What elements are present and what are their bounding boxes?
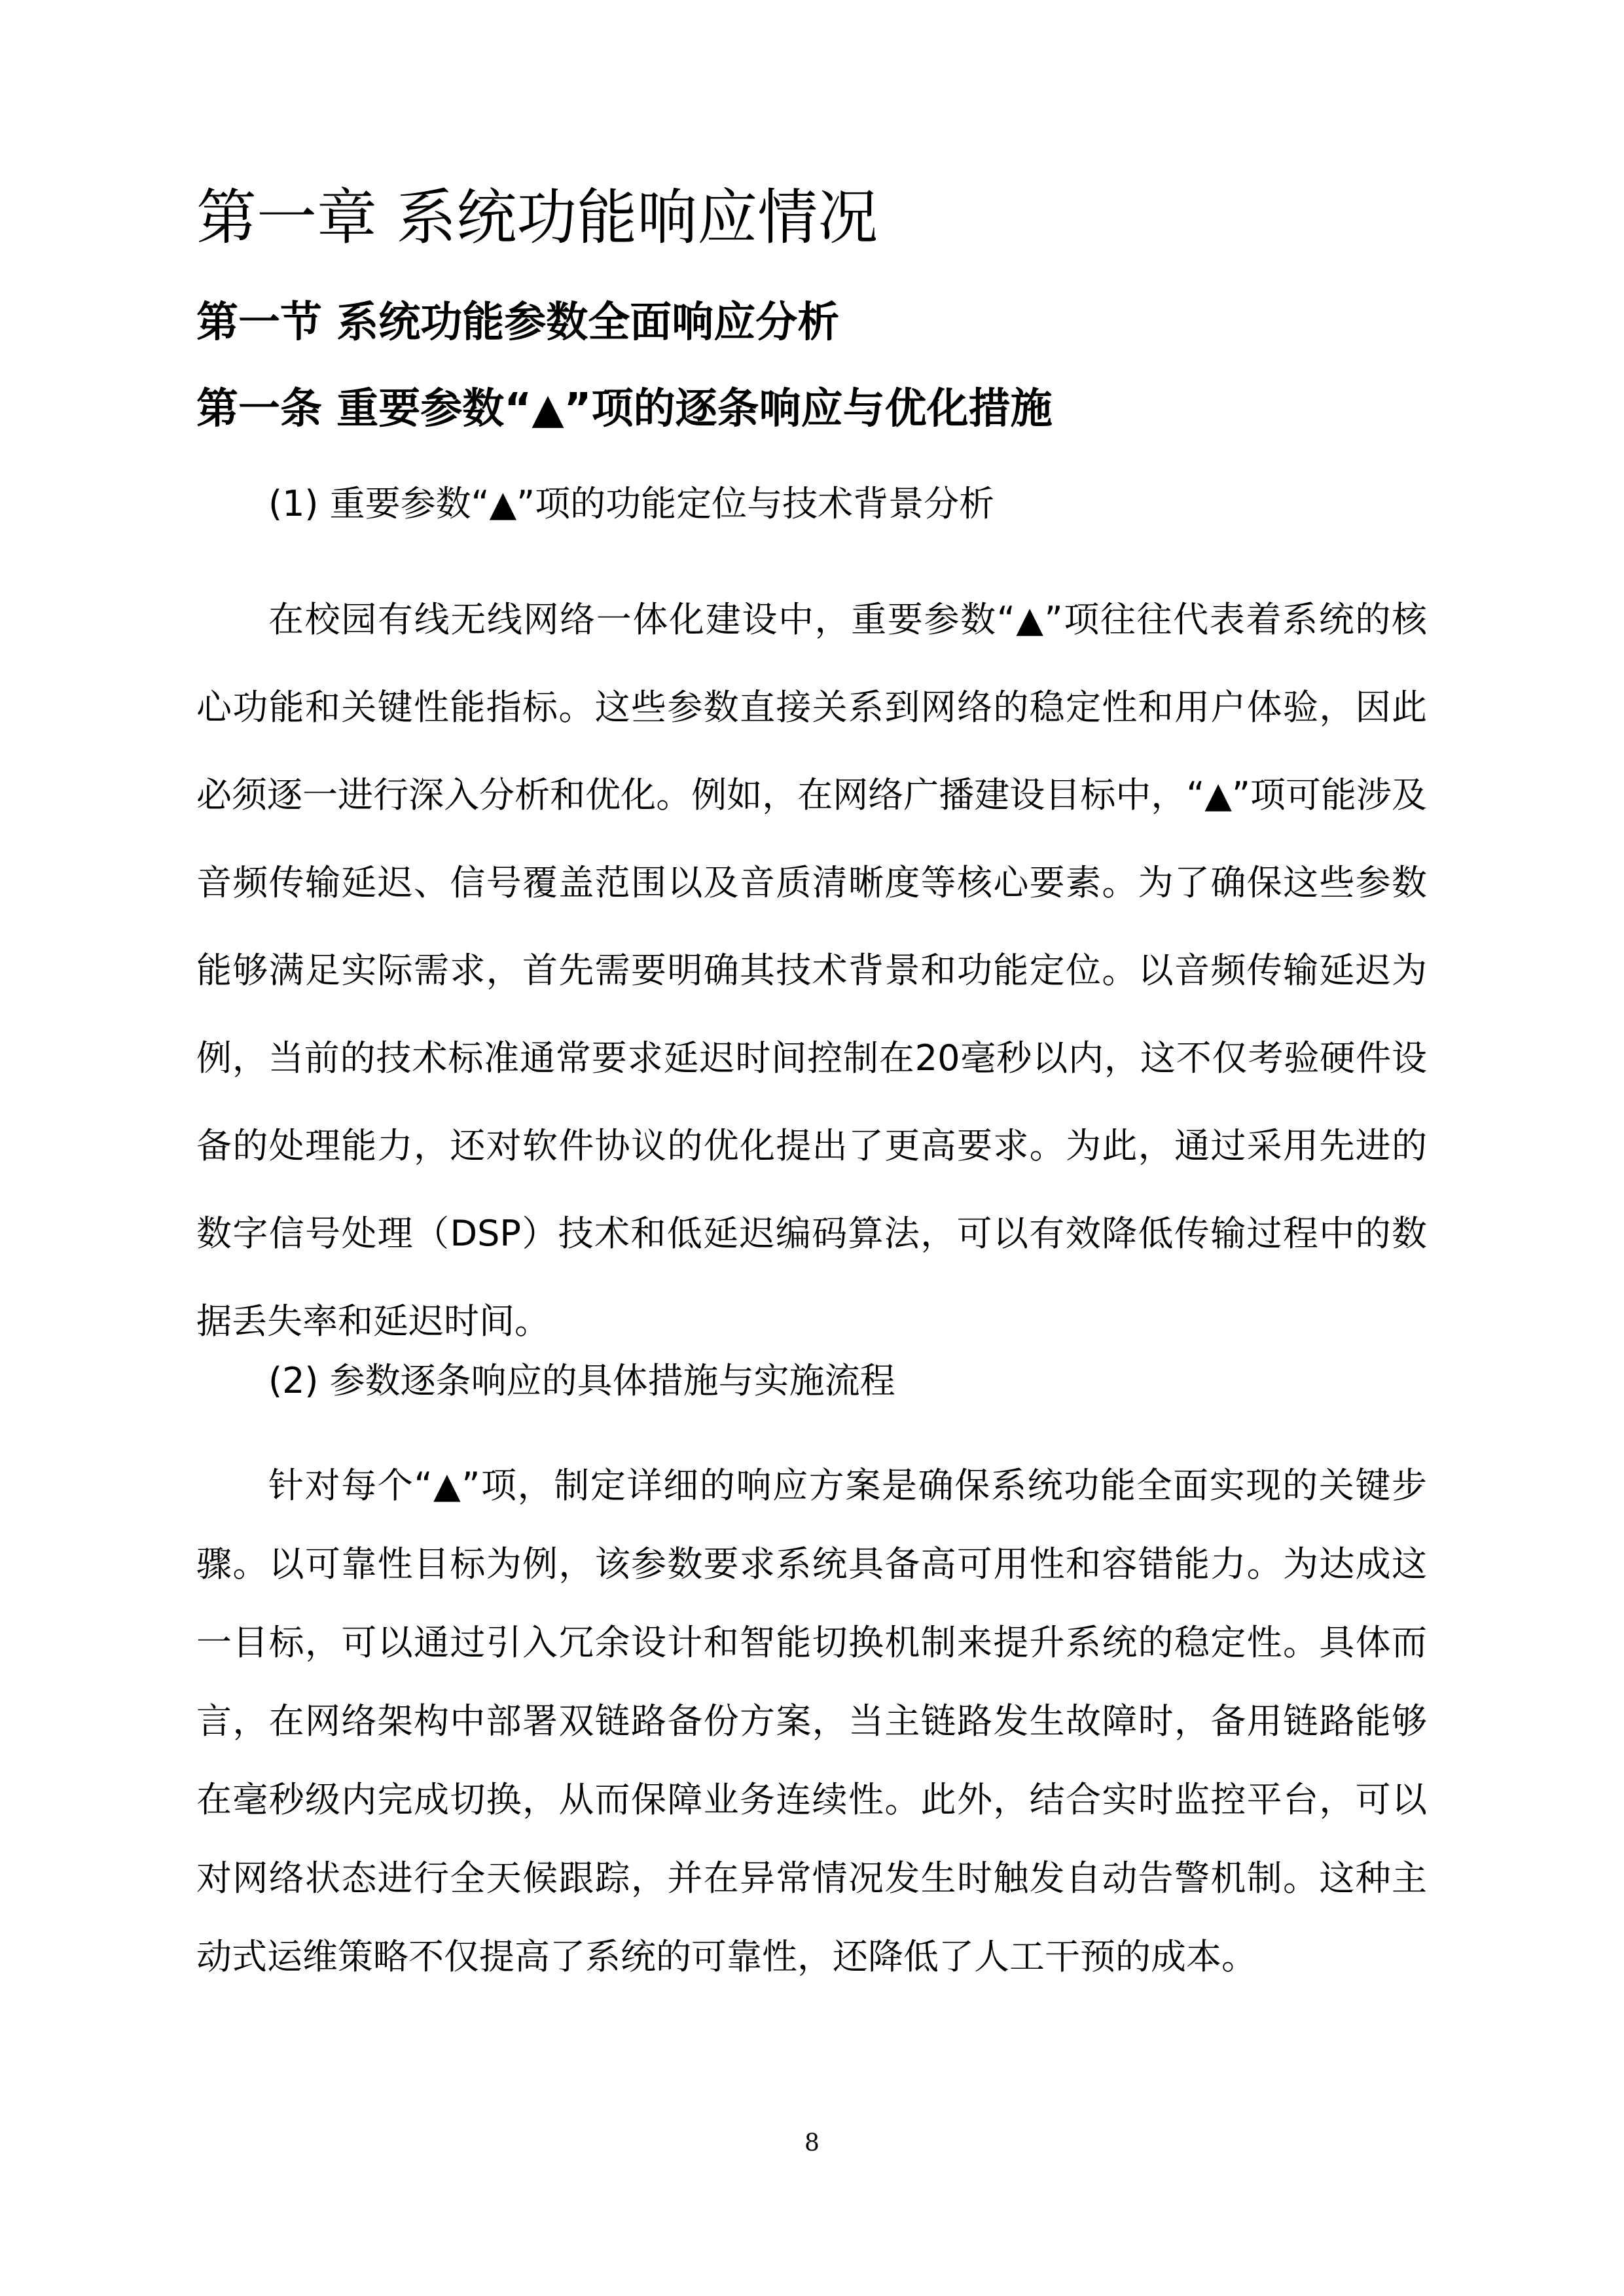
sub-heading-2: (2) 参数逐条响应的具体措施与实施流程: [268, 1360, 895, 1401]
paragraph-1: 在校园有线无线网络一体化建设中，重要参数“▲”项往往代表着系统的核心功能和关键性能指标。这些参数直接关系到网络的稳定性和用户体验，因此必须逐一进行深入分析和优化。例如，在网络广播建设目标中，“▲”项可能涉及音频传输延迟、信号覆盖范围以及音质清晰度等核心要素。为了确保这些参数能够满足实际需求，首先需要明确其技术背景和功能定位。以音频传输延迟为例，当前的技术标准通常要求延迟时间控制在20毫秒以内，这不仅考验硬件设备的处理能力，还对软件协议的优化提出了更高要求。为此，通过采用先进的数字信号处理（DSP）技术和低延迟编码算法，可以有效降低传输过程中的数据丢失率和延迟时间。: [196, 599, 1427, 1342]
sub-heading-1: (1) 重要参数“▲”项的功能定位与技术背景分析: [268, 483, 995, 524]
page-number: 8: [804, 2130, 820, 2157]
section-title: 第一节 系统功能参数全面响应分析: [196, 298, 840, 347]
chapter-title: 第一章 系统功能响应情况: [196, 183, 878, 253]
paragraph-2: 针对每个“▲”项，制定详细的响应方案是确保系统功能全面实现的关键步骤。以可靠性目标为例，该参数要求系统具备高可用性和容错能力。为达成这一目标，可以通过引入冗余设计和智能切换机制来提升系统的稳定性。具体而言，在网络架构中部署双链路备份方案，当主链路发生故障时，备用链路能够在毫秒级内完成切换，从而保障业务连续性。此外，结合实时监控平台，可以对网络状态进行全天候跟踪，并在异常情况发生时触发自动告警机制。这种主动式运维策略不仅提高了系统的可靠性，还降低了人工干预的成本。: [196, 1465, 1427, 1977]
article-title: 第一条 重要参数“▲”项的逐条响应与优化措施: [196, 385, 1053, 433]
